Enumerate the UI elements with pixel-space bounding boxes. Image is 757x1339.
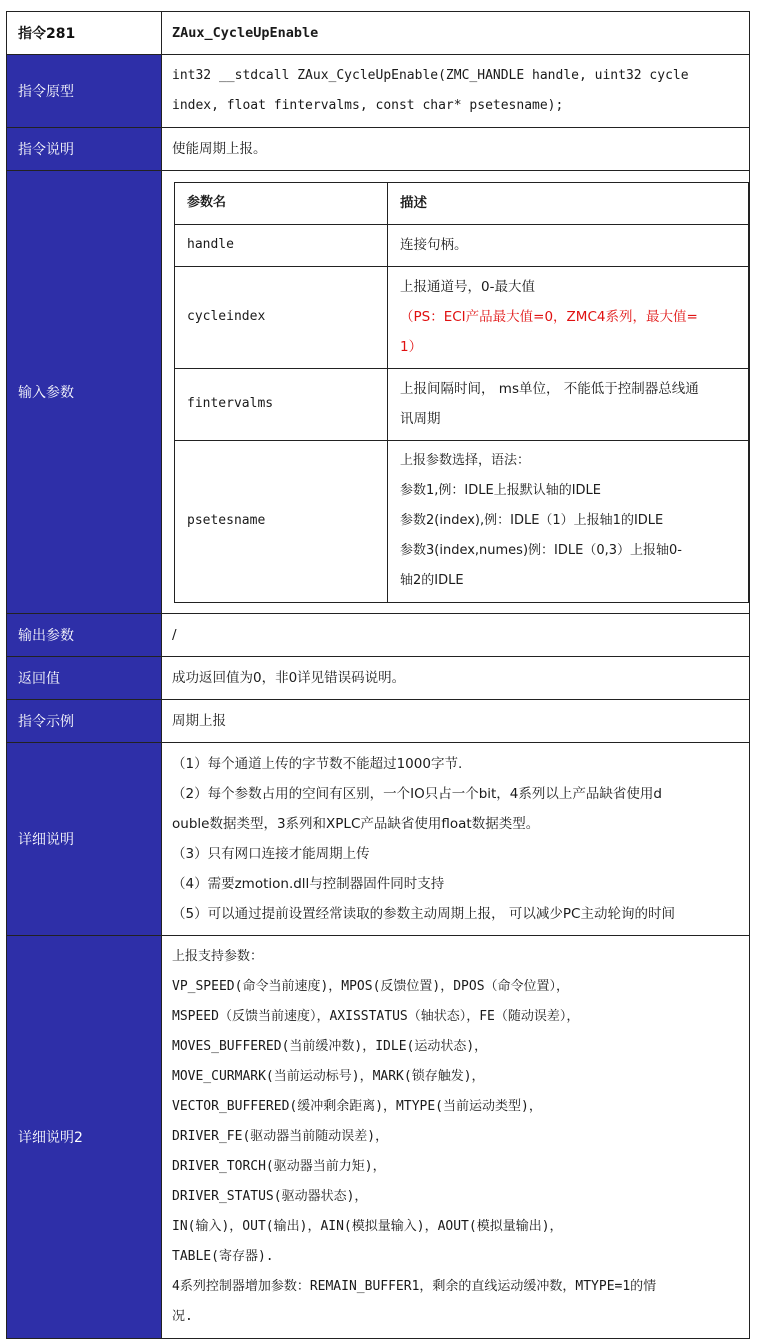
- example-value: 周期上报: [162, 700, 750, 743]
- param-desc-line: 参数3(index,numes)例：IDLE（0,3）上报轴0-: [400, 543, 682, 558]
- detail2-line: VP_SPEED(命令当前速度)，MPOS(反馈位置)，DPOS（命令位置），: [172, 979, 570, 994]
- detail2-line: DRIVER_FE(驱动器当前随动误差)，: [172, 1129, 389, 1144]
- detail2-label: 详细说明2: [7, 936, 162, 1339]
- return-label: 返回值: [7, 657, 162, 700]
- param-desc: 连接句柄。: [388, 224, 749, 266]
- detail2-value: [162, 936, 750, 1339]
- param-name: handle: [175, 224, 388, 266]
- prototype-line: int32 __stdcall ZAux_CycleUpEnable(ZMC_HANDLE handle, uint32 cycle: [172, 68, 689, 83]
- col-header-desc: 描述: [388, 182, 749, 224]
- param-desc-line: 讯周期: [400, 411, 441, 427]
- param-table: [174, 182, 749, 603]
- table-row: [175, 440, 749, 602]
- detail-line: （2）每个参数占用的空间有区别，一个IO只占一个bit，4系列以上产品缺省使用d: [172, 786, 662, 802]
- description-row: [7, 128, 750, 171]
- detail-line: （3）只有网口连接才能周期上传: [172, 846, 370, 862]
- return-row: [7, 657, 750, 700]
- header-label: 指令281: [7, 12, 162, 55]
- param-desc: [388, 440, 749, 602]
- detail-row: [7, 743, 750, 936]
- api-doc-table: [6, 11, 750, 1324]
- detail2-line: 况.: [172, 1309, 193, 1324]
- detail2-line: MSPEED（反馈当前速度），AXISSTATUS（轴状态），FE（随动误差），: [172, 1009, 580, 1024]
- detail2-line: TABLE(寄存器).: [172, 1249, 274, 1264]
- table-row: [175, 266, 749, 368]
- input-params: [162, 171, 750, 614]
- return-value: 成功返回值为0，非0详见错误码说明。: [162, 657, 750, 700]
- param-note-line: 1）: [400, 339, 423, 355]
- main-table: [6, 11, 750, 1339]
- detail2-line: MOVES_BUFFERED(当前缓冲数)，IDLE(运动状态)，: [172, 1039, 488, 1054]
- param-note-line: （PS：ECI产品最大值=0，ZMC4系列，最大值=: [400, 309, 698, 325]
- detail2-line: DRIVER_TORCH(驱动器当前力矩)，: [172, 1159, 386, 1174]
- description-value: 使能周期上报。: [162, 128, 750, 171]
- input-label: 输入参数: [7, 171, 162, 614]
- detail2-line: 4系列控制器增加参数：REMAIN_BUFFER1，剩余的直线运动缓冲数，MTYPE=1的情: [172, 1279, 657, 1294]
- prototype-row: [7, 55, 750, 128]
- param-desc-line: 上报间隔时间， ms单位， 不能低于控制器总线通: [400, 381, 699, 397]
- output-label: 输出参数: [7, 614, 162, 657]
- param-desc: [388, 368, 749, 440]
- param-name: fintervalms: [175, 368, 388, 440]
- prototype-value: [162, 55, 750, 128]
- input-row: [7, 171, 750, 614]
- example-row: [7, 700, 750, 743]
- param-desc-line: 参数1,例：IDLE上报默认轴的IDLE: [400, 483, 602, 498]
- function-name: ZAux_CycleUpEnable: [162, 12, 750, 55]
- detail2-line: VECTOR_BUFFERED(缓冲剩余距离)，MTYPE(当前运动类型)，: [172, 1099, 542, 1114]
- output-value: /: [162, 614, 750, 657]
- detail2-line: IN(输入)，OUT(输出)，AIN(模拟量输入)，AOUT(模拟量输出)，: [172, 1219, 563, 1234]
- header-row: [7, 12, 750, 55]
- prototype-label: 指令原型: [7, 55, 162, 128]
- param-desc: [388, 266, 749, 368]
- param-name: cycleindex: [175, 266, 388, 368]
- param-desc-line: 上报参数选择，语法：: [400, 453, 531, 468]
- output-row: [7, 614, 750, 657]
- detail-line: （5）可以通过提前设置经常读取的参数主动周期上报， 可以减少PC主动轮询的时间: [172, 906, 675, 922]
- detail-line: （4）需要zmotion.dll与控制器固件同时支持: [172, 876, 445, 892]
- table-row: [175, 368, 749, 440]
- param-header-row: [175, 182, 749, 224]
- detail2-row: [7, 936, 750, 1339]
- param-desc-line: 上报通道号，0-最大值: [400, 279, 535, 295]
- detail2-line: 上报支持参数：: [172, 949, 264, 964]
- example-label: 指令示例: [7, 700, 162, 743]
- param-desc-line: 轴2的IDLE: [400, 573, 464, 588]
- detail-line: ouble数据类型，3系列和XPLC产品缺省使用float数据类型。: [172, 816, 540, 832]
- detail2-line: MOVE_CURMARK(当前运动标号)，MARK(锁存触发)，: [172, 1069, 485, 1084]
- detail-value: [162, 743, 750, 936]
- prototype-line: index, float fintervalms, const char* psetesname);: [172, 98, 564, 113]
- detail2-line: DRIVER_STATUS(驱动器状态)，: [172, 1189, 368, 1204]
- param-name: psetesname: [175, 440, 388, 602]
- detail-label: 详细说明: [7, 743, 162, 936]
- param-desc-line: 参数2(index),例：IDLE（1）上报轴1的IDLE: [400, 513, 664, 528]
- description-label: 指令说明: [7, 128, 162, 171]
- detail-line: （1）每个通道上传的字节数不能超过1000字节.: [172, 756, 463, 772]
- col-header-name: 参数名: [175, 182, 388, 224]
- table-row: [175, 224, 749, 266]
